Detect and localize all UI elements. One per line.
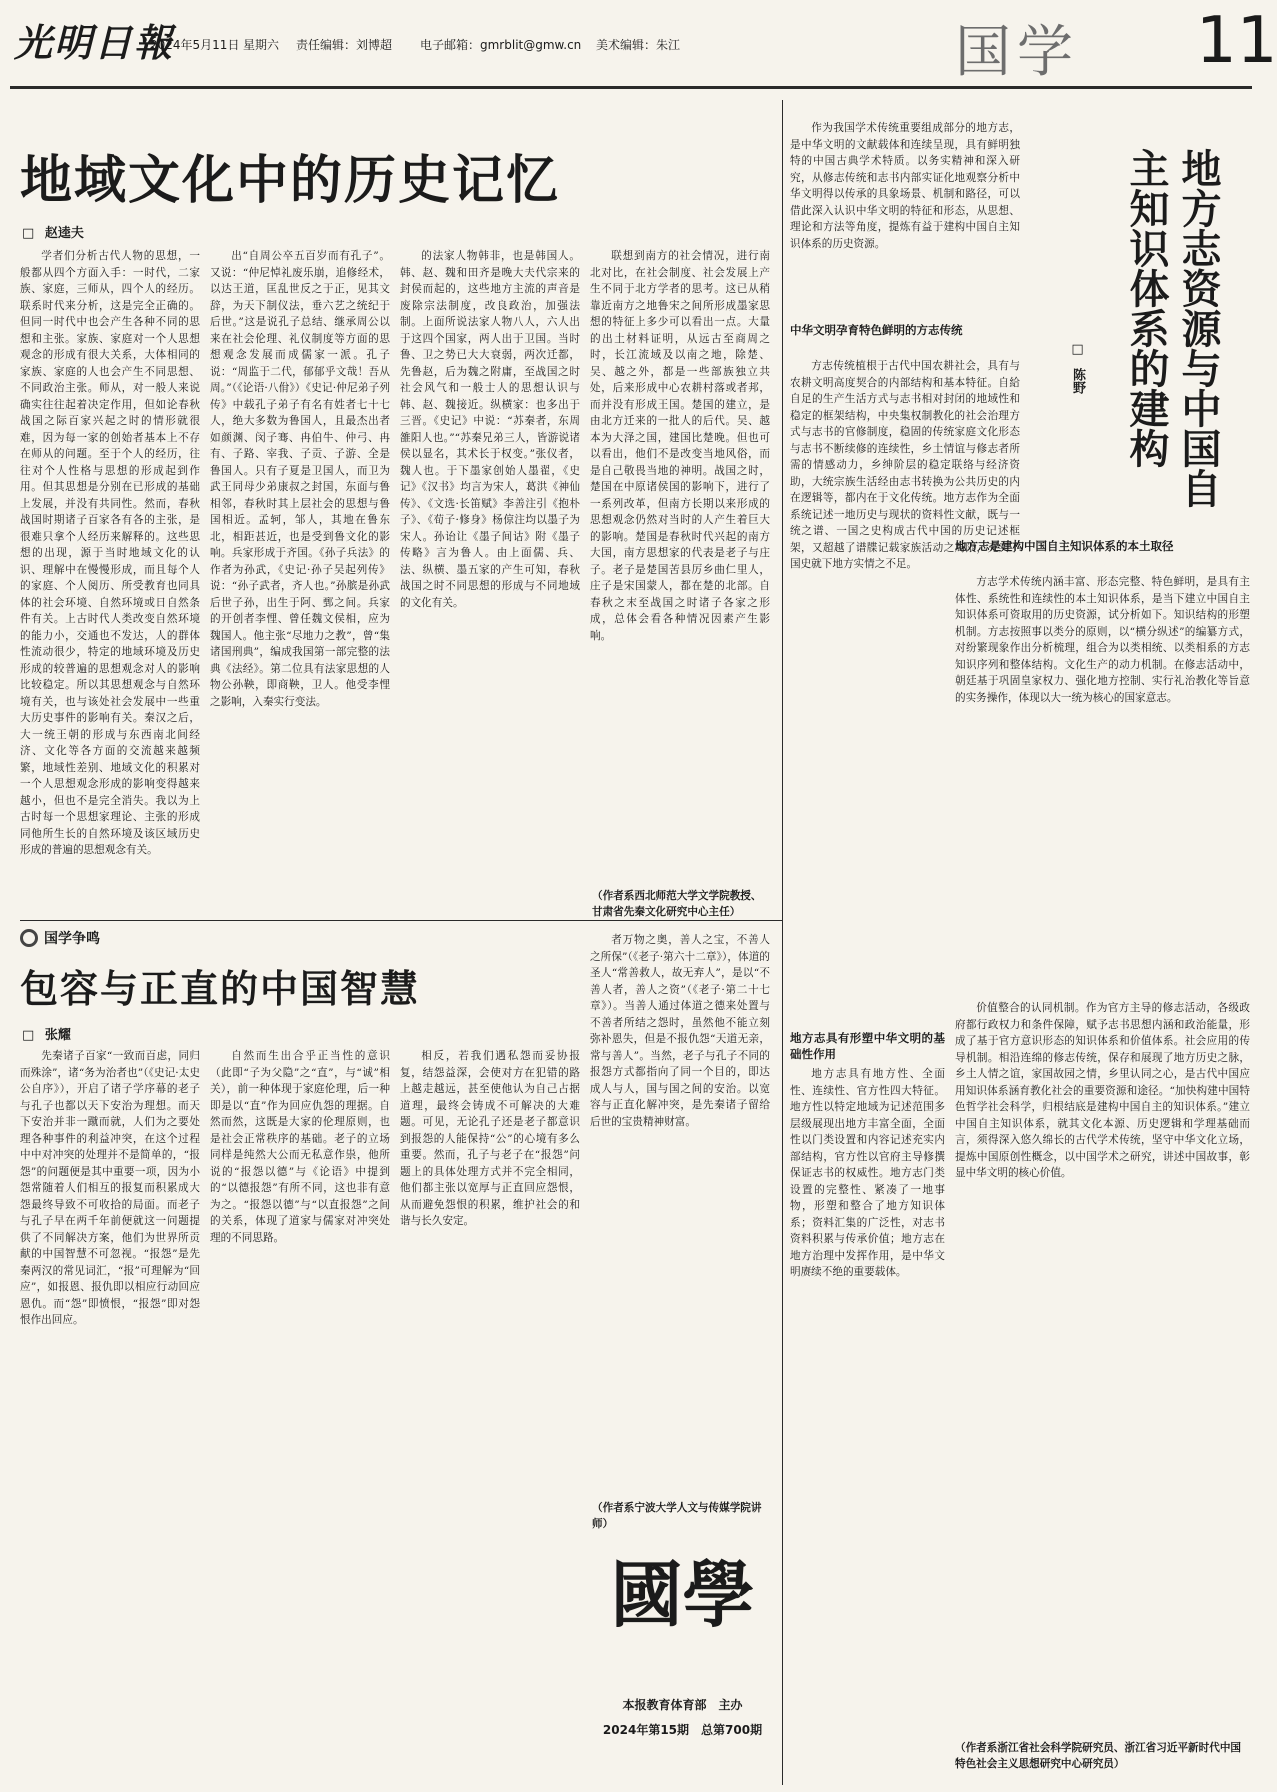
article3-title: 地方志资源与中国自主知识体系的建构 [1123,148,1221,508]
article1-column-2: 出“自周公卒五百岁而有孔子”。又说：“仲尼悼礼废乐崩，追修经术，以达王道，匡乱世反之于正，见其文辞，为天下制仪法，垂六艺之统纪于后世。”这是说孔子总结、继承周公以来在社会伦理、礼仪制度等方面的思想观念发展而成儒家一派。孔子说：“周监于二代，郁郁乎文哉！吾从周。”（《论语·八佾》）《史记·仲尼弟子列传》中载孔子弟子有名有姓者七十七人，绝大多数为鲁国人，且最杰出者如颜渊、闵子骞、冉伯牛、仲弓、冉有、子路、宰我、子贡、子游、全是鲁国人。只有子夏是卫国人，而卫为武王同母少弟康叔之封国，东面与鲁相邻，春秋时其上层社会的思想与鲁国相近。孟轲，邹人，其地在鲁东北，相距甚近，也是受到鲁文化的影响。兵家形成于齐国。《孙子兵法》的作者为孙武，《史记·孙子吴起列传》说：“孙子武者，齐人也。”孙膑是孙武后世子孙，出生于阿、鄄之间。兵家的开创者李悝、曾任魏文侯相，应为魏国人。他主张“尽地力之教”，曾“集诸国刑典”，编成我国第一部完整的法典《法经》。第二位具有法家思想的人物公孙鞅，即商鞅，卫人。他受李悝之影响，入秦实行变法。 [210,250,390,708]
author-mark: □ [22,1028,35,1043]
author-mark: □ [22,226,35,241]
masthead-rule [10,86,1252,89]
colophon [590,1530,775,1785]
section-tag-label: 国学争鸣 [44,931,100,947]
article1-title: 地域文化中的历史记忆 [20,150,561,211]
article3-paragraph-1: 方志传统植根于古代中国农耕社会，具有与农耕文明高度契合的内部结构和基本特征。自給自足的生产生活方式与志书相对封闭的地域性和稳定的框架结构，中央集权制教化的社会治理方式与志书的官修制度，稳固的传统家庭文化形态与志书不断续修的连续性，乡土情谊与修志者所需的情感动力，乡绅阶层的稳定联络与经济资助，大统宗族生活经由志书转换为公共历史的内在逻辑等，都内在于文化传统。地方志作为全面系统记述一地历史与现状的资料性文献，既与一统之谱、一国之史构成古代中国的历史记述框架，又超越了谱牒记载家族活动之局限，充实了国史就下地方实情之不足。 [790,360,1020,570]
issue-weekday: 星期六 [243,38,280,52]
column-divider [782,100,783,1785]
colophon-publisher: 本报教育体育部 主办 [622,1698,743,1712]
colophon-logo: 國學 [610,1552,755,1637]
article3-subheading-3: 地方志具有形塑中华文明的基础性作用 [790,1031,945,1061]
article3-intro: 作为我国学术传统重要组成部分的地方志，是中华文明的文献载体和连续呈现，具有鲜明独特的中国古典学术特质。以务实精神和深入研究，从修志传统和志书内部实证化地观察分析中华文明得以传承的具象场景、机制和路径，可以借此深入认识中华文明的特征和形态，从思想、理论和方法等角度，提炼有益于建构中国自主知识体系的历史资源。 [790,122,1020,250]
article2-column-3: 相反，若我们遇私怨而妥协报复，结怨益深，会使对方在犯错的路上越走越远，甚至使他认为自己占据道理，最终会铸成不可解决的大难题。可见，无论孔子还是老子都意识到报怨的人能保持“公”的心境有多么重要。然而，孔子与老子在“报怨”问题上的具体处理方式并不完全相同，他们都主张以宽厚与正直回应怨恨，从而避免怨恨的积累，维护社会的和谐与长久安定。 [400,1050,580,1227]
article2-author-note: （作者系宁波大学人文与传媒学院讲师） [592,1502,762,1530]
article1-column-4: 联想到南方的社会情况，进行南北对比，在社会制度、社会发展上产生不同于北方学者的思考。这已从稍靠近南方之地鲁宋之间所形成墨家思想的特征上多少可以看出一点。大量的出土材料证明，从远古至商周之时，长江流域及以南之地，除楚、吴、越之外，都是一些部族独立共处，后来形成中心农耕村落或者邦，而并没有形成王国。楚国的建立，是由北方迁来的一批人的后代。吴、越本为大泽之国，建国比楚晚。但也可以看出，他们不是改变当地风俗，而是自己敬畏当地的神明。战国之时，楚国在中原诸侯国的影响下，进行了一系列改革，但南方长期以来形成的思想观念仍然对当时的人产生着巨大的影响。楚国是春秋时代兴起的南方大国，南方思想家的代表是老子与庄子。老子是楚国苦县厉乡曲仁里人，庄子是宋国蒙人，都在楚的北部。自春秋之末至战国之时诸子各家之形成，总体会看各种情况因素产生影响。 [590,250,770,642]
colophon-issue: 2024年第15期 总第700期 [602,1723,763,1737]
responsible-editor: 责任编辑：刘博超 [296,38,393,52]
author-mark: □ [1070,342,1085,357]
article1-author: 赵逵夫 [44,226,84,241]
article1-column-1: 学者们分析古代人物的思想，一般都从四个方面入手：一时代，二家族、家庭，三师从，四个人的经历。联系时代来分析，这是完全正确的。但同一时代中也会产生各种不同的思想和主张。家族、家庭对一个人思想观念的形成有很大关系，大体相同的家族、家庭的人也会产生不同思想、不同政治主张。师从，对一般人来说确实往往起着决定作用，但如论春秋战国之际百家兴起之时的情形就很难，因为每一家的创始者基本上不存在师从的问题。至于个人的经历，往往对个人性格与思想的形成起到作用。但其思想是分别在已形成的基础上发展，并没有共同性。然而，春秋战国时期诸子百家各有各的主张，是很难只拿个人经历来解释的。这些思想的出现，源于当时地域文化的认识、理解中在慢慢形成，而且每个人的家庭、个人阅历、所受教育也同具体的社会环境、自然环境或日自然条件有关。上古时代人类改变自然环境的能力小，交通也不发达，人的群体性流动很少，特定的地域环境及历史形成的较普遍的思想观念对人的影响比较稳定。所以其思想观念与自然环境有关，也与该处社会发展中一些重大历史事件的影响有关。秦汉之后，大一统王朝的形成与东西南北间经济、文化等各方面的交流越来越频繁，地域性差别、地域文化的积累对一个人思想观念形成的影响变得越来越小，但也不是完全消失。我以为上古时每一个思想家理论、主张的形成同他所生长的自然环境及该区域历史形成的普遍的思想观念有关。 [20,250,200,856]
article2-column-2: 自然而生出合乎正当性的意识（此即“子为父隐”之“直”，与“诚”相关），前一种体现于家庭伦理，后一种即是以“直”作为回应仇怨的理据。自然而然，这既是大家的伦理原则，也是社会正常秩序的基础。老子的立场同样是纯然大公而无私意作祟，他所说的“报怨以德”与《论语》中提到的“以德报怨”有所不同，这也非有意为之。“报怨以德”与“以直报怨”之间的关系，体现了道家与儒家对冲突处理的不同思路。 [210,1050,390,1244]
article3-subheading-2: 地方志是建构中国自主知识体系的本土取径 [955,539,1174,553]
circle-icon [20,929,38,947]
article1-author-note: （作者系西北师范大学文学院教授、甘肃省先秦文化研究中心主任） [592,890,762,918]
article3-paragraph-2: 方志学术传统内涵丰富、形态完整、特色鲜明，是具有主体性、系统性和连续性的本土知识体系，是当下建立中国自主知识体系可资取用的历史资源，试分析如下。知识结构的形塑机制。方志按照事以类分的原则，以“横分纵述”的编纂方式，对纷繁现象作出分析梳理，组合为以类相统、以类相系的方志知识序列和整体结构。文化生产的动力机制。在修志活动中，朝廷基于巩固皇家权力、强化地方控制、实行礼治教化等旨意的实务操作，体现以大一统为核心的国家意志。 [955,576,1250,704]
art-editor: 美术编辑：朱江 [596,38,681,52]
article2-section-tag [20,928,100,948]
article3-author-note: （作者系浙江省社会科学院研究员、浙江省习近平新时代中国特色社会主义思想研究中心研究员） [955,1742,1242,1770]
article3-paragraph-4: 价值整合的认同机制。作为官方主导的修志活动，各级政府都行政权力和条件保障，赋予志书思想内涵和政治能量，形成了基于官方意识形态的知识体系和价值体系。社会应用的传导机制。相沿连绵的修志传统，保存和展现了地方历史之脉，乡土人情之谊，家国故园之情，乡里认同之心，是古代中国应用知识体系涵育教化社会的重要资源和途径。“加快构建中国特色哲学社会科学，归根结底是建构中国自主的知识体系。”建立中国自主知识体系，就其文化本源、历史逻辑和学理基础而言，须得深入悠久绵长的古代学术传统，坚守中华文化立场，提炼中国原创性概念，以中国学术之研究，讲述中国故事，彰显中华文明的核心价值。 [955,1002,1250,1179]
article3-subheading-1: 中华文明孕育特色鲜明的方志传统 [790,323,963,337]
article1-column-3: 的法家人物韩非，也是韩国人。韩、赵、魏和田齐是晚大夫代宗来的封侯而起的，这些地方主流的声音是废除宗法制度，改良政治，加强法制。上面所说法家人物八人，六人出于这四个国家，两人出于卫国。当时鲁、卫之势已大大衰弱，两次迁都，先鲁赵，后为魏之附庸，至战国之时社会风气和一般士人的思想认识与韩、赵、魏接近。纵横家：也多出于三晋。《史记》中说：“苏秦者，东周雒阳人也。”“苏秦兄弟三人，皆游说诸侯以显名，其术长于权变。”张仪者，魏人也。于下墨家创始人墨翟，《史记》《汉书》均言为宋人，葛洪《神仙传》、《文选·长笛赋》李善注引《抱朴子》、《荀子·修身》杨倞注均以墨子为宋人。孙诒让《墨子间诂》附《墨子传略》言为鲁人。由上面儒、兵、法、纵横、墨五家的产生可知，春秋战国之时不同思想的形成与不同地域的文化有关。 [400,250,580,609]
article3-paragraph-1b [790,700,945,1020]
article2-title: 包容与正直的中国智慧 [20,966,421,1011]
article2-column-4: 者万物之奥，善人之宝，不善人之所保”（《老子·第六十二章》），体道的圣人“常善救人，故无弃人”，是以“不善人者，善人之资”（《老子·第二十七章》）。当善人通过体道之德来处置与不善者所结之怨时，虽然他不能立刻弥补恩失，但是不报仇怨“天道无亲，常与善人”。当然，老子与孔子不同的报怨方式都指向了同一个目的，即达成人与人，国与国之间的安治。以宽容与正直化解冲突，是先秦诸子留给后世的宝贵精神财富。 [590,934,770,1128]
article1-byline [22,222,84,241]
article3-paragraph-3: 地方志具有地方性、全面性、连续性、官方性四大特征。地方性以特定地域为记述范围多层级展现出地方丰富全面，全面性以门类设置和内容记述充实内部结构，官方性以官府主导修撰保证志书的权威性。地方志门类设置的完整性、紧凑了一地事物，形塑和整合了地方知识体系；资料汇集的广泛性，对志书资料积累与传承价值；地方志在地方治理中发挥作用，是中华文明赓续不绝的重要载体。 [790,1068,945,1278]
article3-author: 陈野 [1070,367,1085,394]
article2-byline [22,1024,71,1043]
issue-date: 2024年5月11日 [150,38,240,52]
article2-author: 张耀 [44,1028,71,1043]
editor-email[interactable]: 电子邮箱：gmrblit@gmw.cn [420,38,582,52]
article3-byline [1068,342,1087,394]
page-number: 11 [1196,4,1277,78]
section-name: 国学 [955,20,1079,85]
article2-column-1: 先秦诸子百家“一致而百虑，同归而殊涂”，诸“务为治者也”（《史记·太史公自序》），开启了诸子学序幕的老子与孔子也都以天下安治为理想。而天下安治并非一蹴而就，人们为之要处理各种事件的利益冲突，在这个过程中中对冲突的处理并不是简单的，“报怨”的问题便是其中重要一项，因为小怨常随着人们相互的报复而积累成大怨最终导致不可收拾的局面。而老子与孔子早在两千年前便就这一问题提供了不同解决方案，他们为世界所贡献的中国智慧不可忽视。“报怨”是先秦两汉的常见词汇，“报”可理解为“回应”，如报恩、报仇即以相应行动回应恩仇。而“怨”即愤恨，“报怨”即对怨恨作出回应。 [20,1050,200,1326]
masthead-logo: 光明日報 [14,20,175,65]
section-divider [20,920,782,921]
